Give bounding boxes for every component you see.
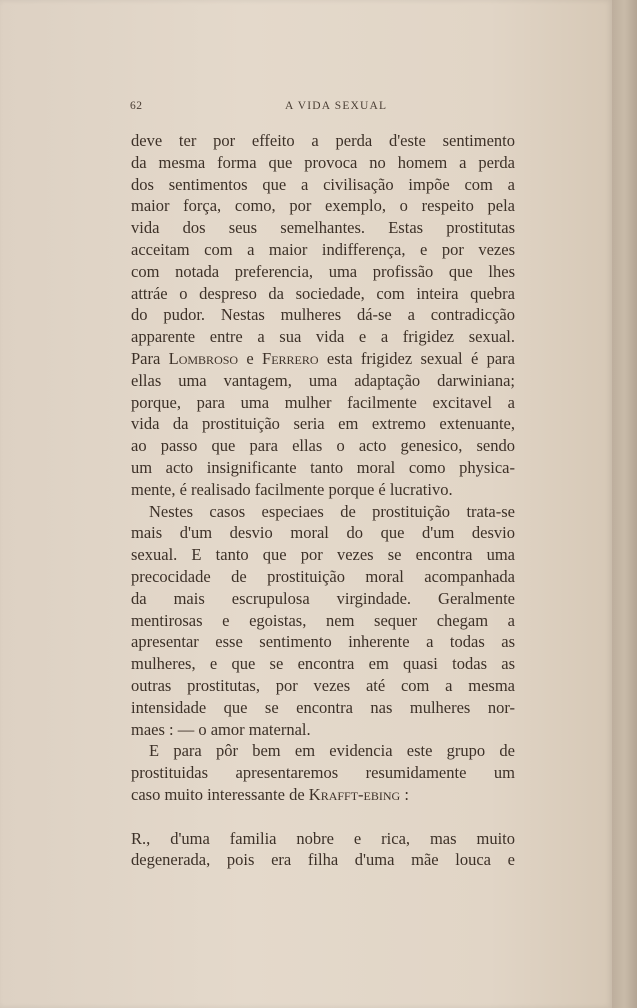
running-title: A VIDA SEXUAL — [285, 100, 388, 112]
paragraph-end-line: mente, é realisado facilmente porque é lucrativo. — [131, 479, 453, 499]
text-line: intensidade que se encontra nas mulheres nor- — [131, 697, 515, 717]
body-text — [131, 130, 515, 871]
text-line: mentirosas e egoistas, nem sequer chegam a — [131, 610, 515, 630]
text-line: ellas uma vantagem, uma adaptação darwiniana; — [131, 370, 515, 390]
text-line: do pudor. Nestas mulheres dá-se a contradicção — [131, 305, 515, 325]
paragraph-end-line: maes : — o amor maternal. — [131, 719, 311, 739]
text-line: vida da prostituição seria em extremo extenuante, — [131, 414, 515, 434]
paragraph-start-line: E para pôr bem em evidencia este grupo de — [149, 741, 515, 761]
text-line: apresentar esse sentimento inherente a todas as — [131, 632, 515, 652]
text-line: mulheres, e que se encontra em quasi todas as — [131, 654, 515, 674]
text-line: dos sentimentos que a civilisação impõe com a — [131, 174, 515, 194]
running-head — [130, 100, 530, 118]
text-line: porque, para uma mulher facilmente excitavel a — [131, 392, 515, 412]
text-line: da mesma forma que provoca no homem a perda — [131, 152, 515, 172]
text-line: precocidade de prostituição moral acompanhada — [131, 566, 515, 586]
paragraph-end-line: caso muito interessante de Krafft-ebing : — [131, 784, 409, 804]
text-line: attráe o despreso da sociedade, com inteira quebra — [131, 283, 515, 303]
text-line: maior força, como, por exemplo, o respeito pela — [131, 196, 515, 216]
text-line: com notada preferencia, uma profissão que lhes — [131, 261, 515, 281]
text-line: vida dos seus semelhantes. Estas prostitutas — [131, 218, 515, 238]
page-number: 62 — [130, 100, 143, 112]
text-line: mais d'um desvio moral do que d'um desvio — [131, 523, 515, 543]
text-line: da mais escrupulosa virgindade. Geralmente — [131, 588, 515, 608]
text-line: deve ter por effeito a perda d'este sentimento — [131, 131, 515, 150]
text-line: prostituidas apresentaremos resumidamente um — [131, 763, 515, 783]
text-line: sexual. E tanto que por vezes se encontra uma — [131, 545, 515, 565]
paragraph-gap — [131, 806, 515, 828]
text-line: apparente entre a sua vida e a frigidez sexual. — [131, 327, 515, 347]
paragraph-start-line: Nestes casos especiaes de prostituição trata-se — [149, 501, 515, 521]
page-edge — [612, 0, 637, 1008]
text-line: um acto insignificante tanto moral como physica- — [131, 457, 515, 477]
text-line: R., d'uma familia nobre e rica, mas muito — [131, 828, 515, 848]
text-line: ao passo que para ellas o acto genesico, sendo — [131, 436, 515, 456]
text-line: degenerada, pois era filha d'uma mãe louca e — [131, 850, 515, 870]
text-line: Para Lombroso e Ferrero esta frigidez sexual é para — [131, 348, 515, 368]
text-line: outras prostitutas, por vezes até com a mesma — [131, 675, 515, 695]
text-line: acceitam com a maior indifferença, e por vezes — [131, 239, 515, 259]
